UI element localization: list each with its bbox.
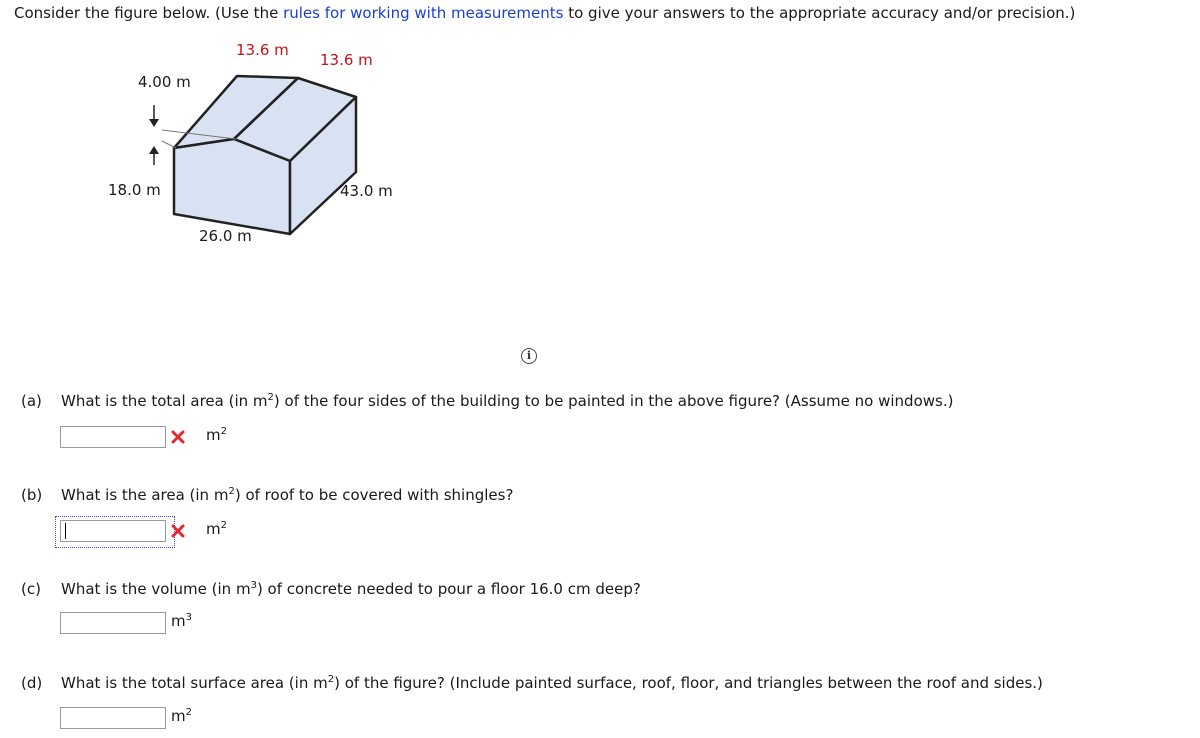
x-mark-icon: [170, 523, 186, 539]
answer-d-unit: $m^2$: [171, 707, 192, 725]
question-c: (c) What is the volume (in $m^3$) of concrete needed to pour a floor 16.0 cm deep?: [21, 580, 641, 598]
roof-slope-right-label: 13.6 m: [320, 51, 373, 69]
answer-c-input[interactable]: [60, 612, 166, 634]
question-a: (a) What is the total area (in $m^2$) of the four sides of the building to be painted in the above figure? (Assume no windows.): [21, 392, 954, 410]
roof-slope-left-label: 13.6 m: [236, 41, 289, 59]
building-drawing: [0, 0, 420, 260]
info-icon[interactable]: i: [521, 348, 537, 364]
text-cursor: [65, 523, 66, 539]
answer-c-unit: $m^3$: [171, 612, 192, 630]
answer-b-unit: $m^2$: [206, 520, 227, 538]
answer-a-input[interactable]: [60, 426, 166, 448]
wall-height-label: 18.0 m: [108, 181, 161, 199]
question-b: (b) What is the area (in $m^2$) of roof to be covered with shingles?: [21, 486, 514, 504]
width-label: 26.0 m: [199, 227, 252, 245]
answer-b-input[interactable]: [60, 520, 166, 542]
answer-d-input[interactable]: [60, 707, 166, 729]
measurement-rules-link[interactable]: rules for working with measurements: [283, 4, 564, 22]
depth-label: 43.0 m: [340, 182, 393, 200]
x-mark-icon: [170, 429, 186, 445]
answer-a-unit: $m^2$: [206, 426, 227, 444]
wall-height-difference-label: 4.00 m: [138, 73, 191, 91]
intro-text: Consider the figure below. (Use the rules for working with measurements to give your answers to the appropriate accuracy and/or precision.): [14, 4, 1076, 22]
question-d: (d) What is the total surface area (in $m^2$) of the figure? (Include painted surface, roof, floor, and triangles between the roof and sides.): [21, 674, 1043, 692]
